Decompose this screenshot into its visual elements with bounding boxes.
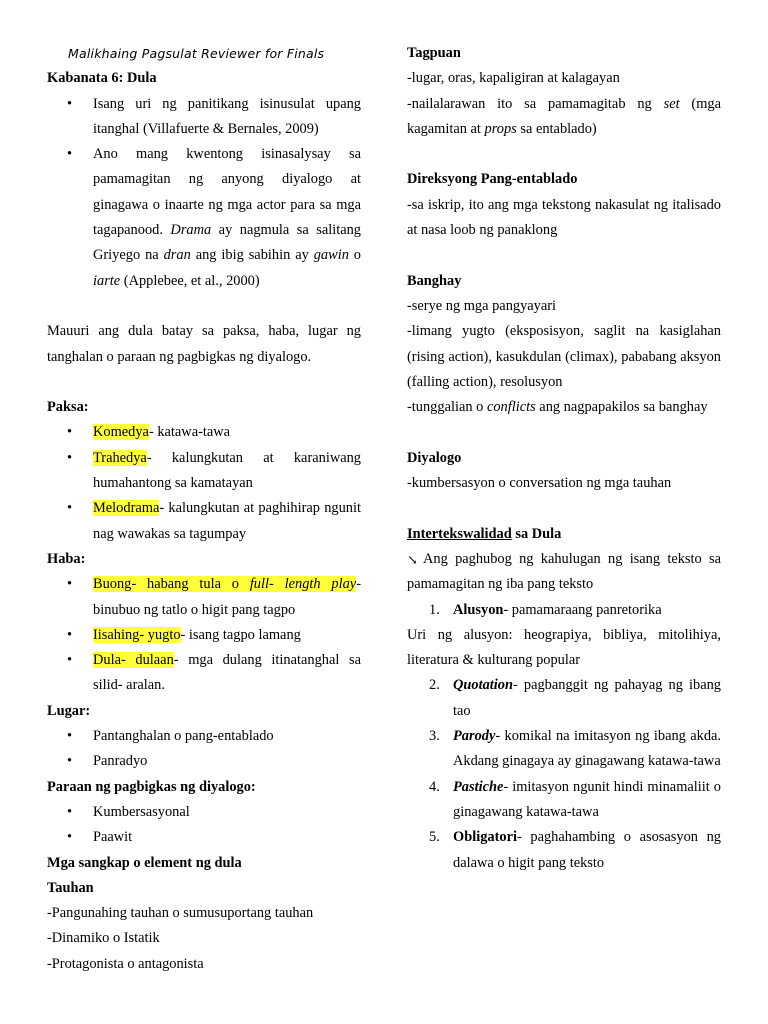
list-item: • Melodrama- kalungkutan at paghihirap ngunit nag wawakas sa tagumpay bbox=[47, 496, 361, 547]
tauhan-line: -Pangunahing tauhan o sumusuportang tauhan bbox=[47, 905, 314, 922]
list-item: • Komedya- katawa-tawa bbox=[47, 420, 361, 445]
document-title: Malikhaing Pagsulat Reviewer for Finals bbox=[68, 46, 325, 61]
list-item: • Paawit bbox=[47, 825, 361, 850]
intro-bullet-list bbox=[47, 92, 361, 294]
direksyon-heading: Direksyong Pang-entablado bbox=[407, 171, 578, 188]
list-item: • Panradyo bbox=[47, 749, 361, 774]
uri-ng-alusyon: Uri ng alusyon: heograpiya, bibliya, mitolihiya, literatura & kulturang popular bbox=[407, 626, 721, 669]
tauhan-line: -Dinamiko o Istatik bbox=[47, 930, 160, 947]
list-item: • Trahedya- kalungkutan at karaniwang humahantong sa kamatayan bbox=[47, 446, 361, 497]
tauhan-heading: Tauhan bbox=[47, 879, 94, 896]
banghay-line: -serye ng mga pangyayari bbox=[407, 297, 557, 314]
intertekswalidad-definition: ↘ Ang paghubog ng kahulugan ng isang teksto sa pamamagitan ng iba pang teksto bbox=[407, 547, 721, 598]
paraan-list bbox=[47, 800, 361, 851]
intertekswalidad-list-cont bbox=[407, 673, 721, 875]
paraan-heading: Paraan ng pagbigkas ng diyalogo: bbox=[47, 778, 256, 795]
arrow-icon: ↘ bbox=[407, 551, 418, 567]
lugar-list bbox=[47, 724, 361, 775]
list-item: • Iisahing- yugto- isang tagpo lamang bbox=[47, 623, 361, 648]
tagpuan-line: -lugar, oras, kapaligiran at kalagayan bbox=[407, 70, 620, 87]
lugar-heading: Lugar: bbox=[47, 702, 91, 719]
banghay-line: -limang yugto (eksposisyon, saglit na kasiglahan (rising action), kasukdulan (climax), pababang aksyon (falling action), resolusyon bbox=[407, 323, 721, 390]
direksyon-line: -sa iskrip, ito ang mga tekstong nakasulat ng italisado at nasa loob ng panaklong bbox=[407, 196, 721, 239]
tauhan-line: -Protagonista o antagonista bbox=[47, 955, 204, 972]
list-item: 1. Alusyon- pamamaraang panretorika bbox=[429, 601, 662, 618]
tagpuan-line: -nailalarawan ito sa pamamagitab ng set (mga kagamitan at props sa entablado) bbox=[407, 95, 722, 137]
right-column bbox=[407, 0, 721, 876]
list-item: • Isang uri ng panitikang isinusulat upang itanghal (Villafuerte & Bernales, 2009) bbox=[47, 92, 361, 143]
list-item: • Pantanghalan o pang-entablado bbox=[47, 724, 361, 749]
chapter-heading: Kabanata 6: Dula bbox=[47, 70, 157, 87]
banghay-line: -tunggalian o conflicts ang nagpapakilos sa banghay bbox=[407, 399, 708, 416]
left-column bbox=[47, 0, 361, 977]
paksa-list bbox=[47, 420, 361, 546]
list-item: 3. Parody- komikal na imitasyon ng ibang akda. Akdang ginagaya ay ginagawang katawa-tawa bbox=[429, 728, 721, 770]
haba-heading: Haba: bbox=[47, 550, 86, 567]
tagpuan-heading: Tagpuan bbox=[407, 45, 461, 61]
diyalogo-heading: Diyalogo bbox=[407, 449, 462, 466]
list-item: 4. Pastiche- imitasyon ngunit hindi minamaliit o ginagawang katawa-tawa bbox=[429, 778, 721, 820]
diyalogo-line: -kumbersasyon o conversation ng mga tauhan bbox=[407, 475, 672, 492]
haba-list bbox=[47, 572, 361, 698]
intertekswalidad-list bbox=[407, 598, 721, 623]
intertekswalidad-heading: Intertekswalidad sa Dula bbox=[407, 525, 562, 542]
sangkap-heading: Mga sangkap o element ng dula bbox=[47, 854, 242, 871]
banghay-heading: Banghay bbox=[407, 272, 462, 289]
list-item: • Ano mang kwentong isinasalysay sa pamamagitan ng anyong diyalogo at ginagawa o inaarte ng mga actor para sa mga tagapanood. Drama ay nagmula sa salitang Griyego na dran ang ibig sabihin ay gawin o iarte (Applebee, et al., 2000) bbox=[47, 142, 361, 294]
list-item: 2. Quotation- pagbanggit ng pahayag ng ibang tao bbox=[429, 677, 721, 719]
paksa-heading: Paksa: bbox=[47, 399, 89, 416]
list-item: • Buong- habang tula o full- length play- binubuo ng tatlo o higit pang tagpo bbox=[47, 572, 361, 623]
list-item: 5. Obligatori- paghahambing o asosasyon ng dalawa o higit pang teksto bbox=[429, 829, 721, 871]
list-item: • Dula- dulaan- mga dulang itinatanghal sa silid- aralan. bbox=[47, 648, 361, 699]
list-item: • Kumbersasyonal bbox=[47, 800, 361, 825]
classification-paragraph: Mauuri ang dula batay sa paksa, haba, lugar ng tanghalan o paraan ng pagbigkas ng diyalogo. bbox=[47, 323, 361, 365]
